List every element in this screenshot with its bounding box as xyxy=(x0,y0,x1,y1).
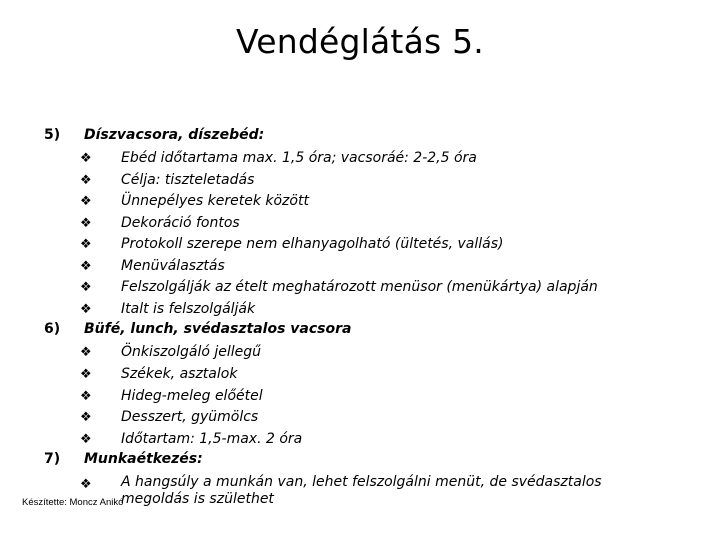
section-heading: Munkaétkezés: xyxy=(84,451,203,467)
diamond-bullet-icon: ❖ xyxy=(80,345,92,360)
diamond-bullet-icon: ❖ xyxy=(80,259,92,274)
section-heading: Büfé, lunch, svédasztalos vacsora xyxy=(84,321,352,337)
list-item-text: Dekoráció fontos xyxy=(121,215,240,231)
diamond-bullet-icon: ❖ xyxy=(80,280,92,295)
diamond-bullet-icon: ❖ xyxy=(80,367,92,382)
list-item-text: Ebéd időtartama max. 1,5 óra; vacsoráé: 2-2,5 óra xyxy=(121,150,477,166)
list-item-text: Önkiszolgáló jellegű xyxy=(121,344,262,360)
list-item-text: A hangsúly a munkán van, lehet felszolgálni menüt, de svédasztalos megoldás is születhet xyxy=(121,474,602,507)
section-heading: Díszvacsora, díszebéd: xyxy=(84,127,265,143)
list-item-text: Menüválasztás xyxy=(121,258,225,274)
diamond-bullet-icon: ❖ xyxy=(80,477,92,492)
slide-title: Vendéglátás 5. xyxy=(236,22,484,61)
section-number: 6) xyxy=(44,321,61,337)
section-number: 5) xyxy=(44,127,61,143)
list-item-text: Italt is felszolgálják xyxy=(121,301,256,317)
diamond-bullet-icon: ❖ xyxy=(80,302,92,317)
diamond-bullet-icon: ❖ xyxy=(80,151,92,166)
list-item-text: Időtartam: 1,5-max. 2 óra xyxy=(121,431,303,447)
diamond-bullet-icon: ❖ xyxy=(80,432,92,447)
list-item-text: Protokoll szerepe nem elhanyagolható (ültetés, vallás) xyxy=(121,236,504,252)
list-item-text: Hideg-meleg előétel xyxy=(121,388,263,404)
diamond-bullet-icon: ❖ xyxy=(80,237,92,252)
diamond-bullet-icon: ❖ xyxy=(80,410,92,425)
section-number: 7) xyxy=(44,451,61,467)
list-item-text: Célja: tiszteletadás xyxy=(121,172,255,188)
author-footer: Készítette: Moncz Anikó xyxy=(22,497,124,508)
diamond-bullet-icon: ❖ xyxy=(80,194,92,209)
list-item-text: Ünnepélyes keretek között xyxy=(121,193,309,209)
diamond-bullet-icon: ❖ xyxy=(80,389,92,404)
list-item-text: Desszert, gyümölcs xyxy=(121,409,259,425)
list-item-text: Székek, asztalok xyxy=(121,366,238,382)
diamond-bullet-icon: ❖ xyxy=(80,216,92,231)
list-item-text: Felszolgálják az ételt meghatározott menüsor (menükártya) alapján xyxy=(121,279,598,295)
diamond-bullet-icon: ❖ xyxy=(80,173,92,188)
